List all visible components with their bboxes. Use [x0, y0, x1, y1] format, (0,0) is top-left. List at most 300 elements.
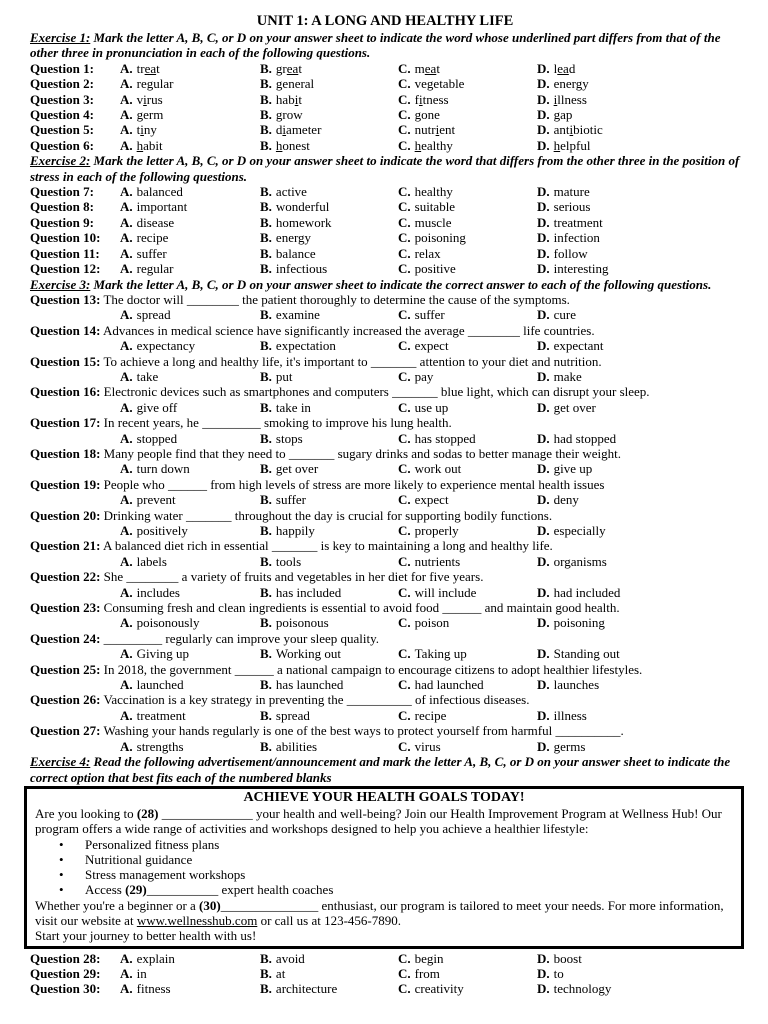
- option-letter: B.: [260, 584, 272, 600]
- answer-option: [398, 615, 537, 630]
- website-link: www.wellnesshub.com: [136, 912, 258, 928]
- question-number: Question 11:: [30, 245, 100, 261]
- answer-option: [398, 585, 537, 600]
- option-word: [137, 215, 175, 230]
- question-number: Question 8:: [30, 199, 94, 215]
- option-word-part: had included: [553, 584, 621, 600]
- option-word-part: germs: [553, 738, 586, 754]
- option-word: [276, 646, 341, 661]
- option-word-part: work out: [414, 461, 462, 477]
- question-text: A balanced diet rich in essential _______ is key to maintaining a long and healthy life.: [102, 538, 553, 554]
- option-word: [554, 966, 564, 981]
- exercise-label: Exercise 3:: [30, 276, 91, 292]
- option-letter: C.: [398, 261, 411, 277]
- option-word: [276, 966, 285, 981]
- option-letter: C.: [398, 107, 411, 123]
- question-sentence: [30, 538, 740, 553]
- option-word-part: give up: [553, 461, 593, 477]
- answer-option: [537, 307, 740, 322]
- answer-option: [120, 199, 260, 214]
- option-word-part: use up: [414, 399, 449, 415]
- option-word: [137, 646, 189, 661]
- question-sentence: [30, 323, 740, 338]
- answer-option: [537, 215, 740, 230]
- option-word: [276, 523, 315, 538]
- answer-option: [398, 230, 537, 245]
- option-word: [276, 981, 337, 996]
- option-word: [554, 184, 590, 199]
- option-word-part: recipe: [414, 707, 447, 723]
- option-word-part: had launched: [414, 677, 484, 693]
- option-letter: A.: [120, 553, 133, 569]
- option-letter: C.: [398, 230, 411, 246]
- option-word-part: recipe: [136, 230, 169, 246]
- option-word-part: t: [436, 60, 440, 76]
- option-letter: A.: [120, 60, 133, 76]
- option-letter: C.: [398, 584, 411, 600]
- option-letter: B.: [260, 245, 272, 261]
- option-letter: B.: [260, 492, 272, 508]
- question-options-row: [30, 431, 740, 446]
- question-number: Question 5:: [30, 122, 94, 138]
- option-word: [415, 107, 440, 122]
- option-word: [554, 107, 573, 122]
- option-word: [554, 122, 603, 137]
- question-sentence: [30, 354, 740, 369]
- answer-option: [398, 61, 537, 76]
- option-underlined-part: i: [435, 122, 440, 138]
- option-word-part: expectancy: [136, 338, 196, 354]
- question-text: To achieve a long and healthy life, it's important to _______ attention to your diet and nutrition.: [103, 353, 602, 369]
- answer-option: [120, 107, 260, 122]
- question-text: Electronic devices such as smartphones and computers _______ blue light, which can disrupt your sleep.: [103, 384, 650, 400]
- option-word: [415, 708, 447, 723]
- question-number: Question 20:: [30, 507, 101, 523]
- question-options-row: [30, 369, 740, 384]
- option-word: [554, 138, 591, 153]
- option-word-part: expect: [414, 338, 449, 354]
- exercise-label: Exercise 1:: [30, 30, 91, 45]
- option-word: [554, 215, 603, 230]
- option-word: [137, 951, 175, 966]
- option-letter: C.: [398, 646, 411, 662]
- option-letter: A.: [120, 184, 133, 200]
- option-word-part: includes: [136, 584, 180, 600]
- advertisement-paragraph: [35, 806, 733, 837]
- option-word: [415, 138, 453, 153]
- option-letter: C.: [398, 368, 411, 384]
- option-letter: D.: [537, 492, 550, 508]
- option-word-part: ve: [414, 76, 427, 92]
- option-letter: D.: [537, 430, 550, 446]
- answer-option: [120, 184, 260, 199]
- answer-option: [398, 492, 537, 507]
- option-letter: A.: [120, 338, 133, 354]
- answer-option: [260, 400, 398, 415]
- option-underlined-part: g: [275, 107, 283, 123]
- option-word: [137, 708, 186, 723]
- answer-option: [537, 431, 740, 446]
- answer-option: [260, 492, 398, 507]
- option-word: [554, 739, 586, 754]
- answer-option: [398, 107, 537, 122]
- bullet-icon: •: [59, 882, 64, 898]
- option-word: [137, 338, 195, 353]
- option-word: [554, 708, 587, 723]
- exercise-instructions: Mark the letter A, B, C, or D on your answer sheet to indicate the word that differs from the other three in the position of stress in each of the following questions.: [30, 153, 740, 184]
- option-word: [137, 184, 183, 199]
- option-word-part: suffer: [275, 492, 307, 508]
- option-word-part: cure: [553, 307, 577, 323]
- question-number: Question 9:: [30, 214, 94, 230]
- option-word: [137, 677, 184, 692]
- question-number: Question 29:: [30, 965, 101, 981]
- option-word-part: regular: [136, 261, 174, 277]
- question-options-row: [30, 400, 740, 415]
- question-number: [30, 646, 120, 661]
- question-sentence: [30, 292, 740, 307]
- option-word: [415, 554, 461, 569]
- question-text: Many people find that they need to _______ sugary drinks and sodas to better manage their weight.: [103, 445, 622, 461]
- exercise-heading: [30, 153, 740, 184]
- question-sentence: [30, 662, 740, 677]
- option-word: [554, 646, 620, 661]
- answer-option: [398, 431, 537, 446]
- option-letter: A.: [120, 677, 133, 693]
- bullet-text: [85, 852, 192, 867]
- option-word: [276, 400, 311, 415]
- answer-option: [120, 739, 260, 754]
- option-word-part: tr: [136, 60, 145, 76]
- option-letter: A.: [120, 199, 133, 215]
- answer-option: [120, 400, 260, 415]
- option-word: [415, 246, 441, 261]
- option-word-part: rus: [146, 91, 163, 107]
- option-word: [415, 585, 477, 600]
- option-word-part: poison: [414, 615, 450, 631]
- answer-option: [398, 122, 537, 137]
- option-letter: D.: [537, 707, 550, 723]
- answer-option: [120, 461, 260, 476]
- option-letter: B.: [260, 307, 272, 323]
- option-underlined-part: g: [553, 107, 561, 123]
- option-letter: D.: [537, 677, 550, 693]
- option-word-part: creativity: [414, 981, 464, 997]
- answer-option: [398, 369, 537, 384]
- option-underlined-part: i: [418, 91, 423, 107]
- option-word: [137, 199, 188, 214]
- option-letter: B.: [260, 137, 272, 153]
- answer-option: [120, 261, 260, 276]
- option-word-part: important: [136, 199, 188, 215]
- question-number: Question 23:: [30, 600, 101, 616]
- answer-option: [260, 246, 398, 261]
- option-letter: A.: [120, 368, 133, 384]
- exercise-label: Exercise 2:: [30, 153, 91, 169]
- option-word: [415, 261, 456, 276]
- text-segment: _______________ enthusiast, our program is tailored to meet your needs. For more information, visit our website at: [35, 897, 724, 928]
- option-word-part: relax: [414, 245, 441, 261]
- text-segment: Start your journey to better health with us!: [35, 928, 257, 944]
- option-letter: A.: [120, 492, 133, 508]
- option-word: [137, 585, 180, 600]
- text-segment: ___________ expert health coaches: [146, 882, 334, 898]
- answer-option: [260, 122, 398, 137]
- option-letter: A.: [120, 137, 133, 153]
- option-word-part: healthy: [414, 184, 453, 200]
- question-number: Question 2:: [30, 76, 94, 92]
- option-word-part: treatment: [553, 214, 603, 230]
- option-word-part: hab: [275, 91, 295, 107]
- question-options-row: [30, 122, 740, 137]
- option-word: [276, 199, 329, 214]
- exercise-heading: [30, 277, 740, 292]
- answer-option: [120, 523, 260, 538]
- option-letter: A.: [120, 738, 133, 754]
- option-word: [137, 138, 163, 153]
- option-word: [554, 400, 596, 415]
- question-text: The doctor will ________ the patient thoroughly to determine the cause of the symptoms.: [103, 291, 570, 307]
- option-word: [276, 369, 293, 384]
- option-word-part: treatment: [136, 707, 186, 723]
- option-word: [276, 677, 344, 692]
- answer-option: [120, 492, 260, 507]
- option-letter: A.: [120, 76, 133, 92]
- option-letter: A.: [120, 261, 133, 277]
- option-letter: A.: [120, 430, 133, 446]
- answer-option: [537, 739, 740, 754]
- question-options-row: [30, 230, 740, 245]
- option-word: [415, 400, 449, 415]
- option-word-part: from: [414, 965, 440, 981]
- option-word-part: one: [421, 107, 440, 123]
- option-word: [554, 261, 609, 276]
- option-word-part: organisms: [553, 553, 607, 569]
- question-options-row: [30, 739, 740, 754]
- option-word-part: take in: [275, 399, 311, 415]
- answer-option: [120, 677, 260, 692]
- option-word-part: give off: [136, 399, 178, 415]
- answer-option: [398, 739, 537, 754]
- option-letter: D.: [537, 368, 550, 384]
- option-letter: C.: [398, 184, 411, 200]
- answer-option: [537, 338, 740, 353]
- option-underlined-part: g: [575, 76, 583, 92]
- question-options-row: [30, 646, 740, 661]
- option-letter: A.: [120, 307, 133, 323]
- answer-option: [398, 966, 537, 981]
- answer-option: [260, 76, 398, 91]
- question-sentence: [30, 446, 740, 461]
- option-letter: B.: [260, 615, 272, 631]
- question-number: Question 1:: [30, 60, 94, 76]
- question-options-row: [30, 138, 740, 153]
- option-word-part: has stopped: [414, 430, 476, 446]
- answer-option: [537, 585, 740, 600]
- option-letter: C.: [398, 523, 411, 538]
- question-number: [30, 585, 120, 600]
- option-letter: D.: [537, 584, 550, 600]
- question-number: Question 19:: [30, 476, 101, 492]
- option-word: [276, 61, 302, 76]
- option-word-part: ular: [153, 76, 174, 92]
- option-word-part: serious: [553, 199, 591, 215]
- bullet-item: [35, 867, 733, 882]
- option-letter: D.: [537, 214, 550, 230]
- option-word: [276, 107, 303, 122]
- option-letter: B.: [260, 981, 272, 997]
- option-word: [415, 76, 465, 91]
- option-word-part: disease: [136, 214, 175, 230]
- question-number: Question 14:: [30, 322, 101, 338]
- answer-option: [120, 431, 260, 446]
- option-letter: D.: [537, 137, 550, 153]
- option-word: [137, 615, 200, 630]
- option-word-part: suffer: [414, 307, 445, 323]
- question-number: Question 13:: [30, 291, 101, 307]
- question-number: [30, 708, 120, 723]
- option-word-part: poisoning: [553, 615, 605, 631]
- option-word: [276, 246, 316, 261]
- answer-option: [398, 708, 537, 723]
- option-word-part: poisonous: [275, 615, 329, 631]
- answer-option: [260, 461, 398, 476]
- option-letter: C.: [398, 122, 411, 138]
- option-underlined-part: h: [553, 137, 561, 153]
- answer-option: [537, 246, 740, 261]
- option-letter: D.: [537, 60, 550, 76]
- option-word: [415, 461, 462, 476]
- question-options-row: [30, 107, 740, 122]
- question-number: [30, 739, 120, 754]
- option-word-part: explain: [136, 950, 175, 966]
- question-options-row: [30, 677, 740, 692]
- answer-option: [120, 138, 260, 153]
- question-options-row: [30, 966, 740, 981]
- question-sentence: [30, 631, 740, 646]
- option-word: [137, 431, 177, 446]
- option-word: [137, 966, 147, 981]
- option-word-part: t: [156, 60, 160, 76]
- option-word: [554, 523, 606, 538]
- option-letter: B.: [260, 646, 272, 662]
- question-options-row: [30, 585, 740, 600]
- answer-option: [537, 646, 740, 661]
- option-word: [415, 184, 453, 199]
- question-number: [30, 615, 120, 630]
- option-word: [137, 261, 174, 276]
- option-word: [137, 122, 157, 137]
- option-word-part: erm: [143, 107, 164, 123]
- answer-option: [537, 122, 740, 137]
- answer-option: [398, 981, 537, 996]
- answer-option: [120, 215, 260, 230]
- option-word: [415, 92, 449, 107]
- answer-option: [260, 981, 398, 996]
- option-underlined-part: h: [136, 137, 144, 153]
- option-letter: B.: [260, 230, 272, 246]
- option-underlined-part: ea: [557, 60, 569, 76]
- question-text: In recent years, he _________ smoking to improve his lung health.: [103, 415, 452, 431]
- option-word-part: gr: [275, 60, 287, 76]
- bullet-item: [35, 852, 733, 867]
- text-segment: Are you looking to: [35, 805, 137, 821]
- option-word: [276, 431, 303, 446]
- option-word: [415, 492, 449, 507]
- answer-option: [398, 261, 537, 276]
- option-word-part: get over: [553, 399, 596, 415]
- option-letter: C.: [398, 981, 411, 997]
- option-letter: A.: [120, 615, 133, 631]
- answer-option: [120, 61, 260, 76]
- bullet-icon: •: [59, 867, 64, 883]
- option-word: [415, 615, 450, 630]
- option-letter: B.: [260, 91, 272, 107]
- answer-option: [537, 615, 740, 630]
- answer-option: [537, 199, 740, 214]
- option-word-part: strengths: [136, 738, 184, 754]
- option-word: [554, 199, 591, 214]
- advertisement-paragraph: [35, 928, 733, 943]
- option-letter: B.: [260, 430, 272, 446]
- option-word-part: turn down: [136, 461, 190, 477]
- option-word-part: expectant: [553, 338, 604, 354]
- option-word: [554, 554, 607, 569]
- option-word-part: infection: [553, 230, 600, 246]
- answer-option: [398, 92, 537, 107]
- question-sentence: [30, 723, 740, 738]
- answer-option: [260, 369, 398, 384]
- question-number: Question 7:: [30, 184, 94, 200]
- option-word-part: avoid: [275, 950, 305, 966]
- option-letter: C.: [398, 76, 411, 92]
- option-word: [554, 61, 576, 76]
- answer-option: [260, 646, 398, 661]
- option-word: [276, 338, 336, 353]
- option-word: [554, 230, 600, 245]
- option-letter: D.: [537, 184, 550, 200]
- question-number: [30, 554, 120, 569]
- question-options-row: [30, 708, 740, 723]
- option-word: [276, 92, 302, 107]
- question-number: Question 28:: [30, 950, 101, 966]
- answer-option: [537, 184, 740, 199]
- question-options-row: [30, 92, 740, 107]
- option-word: [415, 338, 449, 353]
- option-word: [137, 523, 188, 538]
- bullet-text: [85, 867, 245, 882]
- option-word-part: row: [282, 107, 303, 123]
- text-segment: Whether you're a beginner or a: [35, 897, 200, 913]
- option-word-part: examine: [275, 307, 320, 323]
- question-options-row: [30, 215, 740, 230]
- option-word-part: at: [275, 965, 286, 981]
- question-options-row: [30, 492, 740, 507]
- option-letter: C.: [398, 950, 411, 966]
- answer-option: [120, 585, 260, 600]
- answer-option: [398, 951, 537, 966]
- option-letter: D.: [537, 245, 550, 261]
- option-word: [276, 261, 327, 276]
- question-options-row: [30, 184, 740, 199]
- option-word-part: re: [136, 76, 147, 92]
- option-underlined-part: i: [140, 122, 144, 138]
- option-word-part: poisonously: [136, 615, 200, 631]
- answer-option: [260, 92, 398, 107]
- question-text: Vaccination is a key strategy in preventing the __________ of infectious diseases.: [103, 692, 530, 708]
- option-word-part: balance: [275, 245, 316, 261]
- option-word: [137, 739, 184, 754]
